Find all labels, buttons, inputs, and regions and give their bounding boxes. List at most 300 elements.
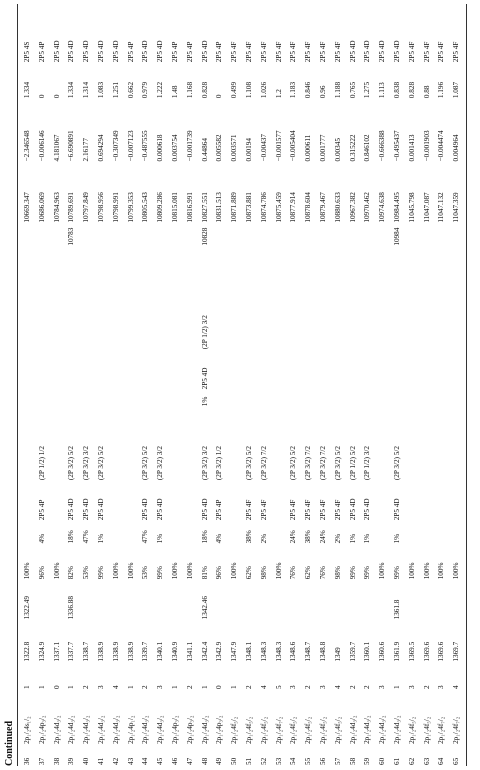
cell-energy-calc: 10880.633 bbox=[333, 192, 342, 223]
cell-mix-2-config bbox=[390, 350, 405, 390]
cell-percent-mix-1 bbox=[168, 521, 183, 544]
cell-wavelength-calc: 1338.9 bbox=[126, 641, 135, 662]
cell-percent-mix-1: 1% bbox=[96, 533, 105, 544]
cell-mix-1-config: 2P5 4D bbox=[82, 498, 91, 521]
cell-mix-2-coupling bbox=[390, 289, 405, 350]
cell-percent-mix-2 bbox=[434, 390, 449, 407]
cell-mix-2-coupling bbox=[153, 289, 168, 350]
cell-term-label: 2P5 4D bbox=[52, 40, 61, 63]
cell-configuration: 2p₁/₂4f₅/₂ bbox=[230, 716, 239, 744]
cell-mix-2-coupling bbox=[79, 289, 94, 350]
cell-mix-2-coupling bbox=[375, 289, 390, 350]
cell-mix-1-coupling: (2P 1/2) 1/2 bbox=[37, 446, 46, 481]
cell-percent-mix-2 bbox=[94, 390, 109, 407]
cell-percent-mix-2 bbox=[35, 390, 50, 407]
cell-wavelength-obs bbox=[301, 580, 316, 620]
cell-g-factor: 0.828 bbox=[200, 81, 209, 99]
cell-energy-obs bbox=[346, 224, 361, 289]
cell-j-value: 3 bbox=[289, 685, 298, 690]
cell-mix-1-config bbox=[375, 481, 390, 521]
cell-index: 41 bbox=[96, 757, 105, 765]
cell-percent-main: 100% bbox=[452, 562, 461, 580]
cell-percent-main: 62% bbox=[244, 566, 253, 580]
cell-g-factor: 0.499 bbox=[230, 81, 239, 99]
cell-configuration: 2p₁/₂4f₅/₂ bbox=[304, 716, 313, 744]
cell-mix-2-config bbox=[331, 350, 346, 390]
table-row bbox=[198, 4, 213, 766]
cell-mix-2-config bbox=[109, 350, 124, 390]
cell-wavelength-obs: 1336.88 bbox=[67, 596, 76, 620]
cell-mix-1-config: 2P5 4F bbox=[244, 499, 253, 521]
cell-mix-2-coupling bbox=[124, 289, 139, 350]
cell-wavelength-obs bbox=[346, 580, 361, 620]
cell-percent-mix-1: 18% bbox=[200, 530, 209, 544]
cell-energy-obs bbox=[316, 224, 331, 289]
cell-g-factor: 1.113 bbox=[378, 82, 387, 99]
cell-j-value: 3 bbox=[318, 685, 327, 690]
cell-wavelength-calc: 1369.6 bbox=[437, 641, 446, 662]
cell-wavelength-obs bbox=[375, 580, 390, 620]
cell-percent-main: 100% bbox=[126, 562, 135, 580]
cell-g-factor: 0.662 bbox=[126, 81, 135, 99]
cell-wavelength-obs bbox=[242, 580, 257, 620]
cell-wavelength-calc: 1348.1 bbox=[244, 641, 253, 662]
cell-energy-obs bbox=[94, 224, 109, 289]
table-row bbox=[64, 4, 79, 766]
cell-configuration: 2p₁/₂4f₇/₂ bbox=[452, 716, 461, 744]
cell-index: 62 bbox=[407, 757, 416, 765]
cell-wavelength-obs bbox=[109, 580, 124, 620]
cell-term-label: 2P5 4F bbox=[304, 41, 313, 63]
cell-term-label: 2P5 4F bbox=[407, 41, 416, 63]
cell-energy-calc: 11047.359 bbox=[452, 192, 461, 223]
cell-mix-1-coupling bbox=[124, 407, 139, 481]
cell-percent-mix-2 bbox=[183, 390, 198, 407]
cell-wavelength-obs bbox=[360, 580, 375, 620]
cell-term-label: 2P5 4F bbox=[422, 41, 431, 63]
cell-wavelength-obs bbox=[286, 580, 301, 620]
top-rule bbox=[17, 4, 18, 766]
cell-energy-calc: 10877.914 bbox=[289, 192, 298, 223]
cell-mix-1-config bbox=[227, 481, 242, 521]
cell-mix-1-config: 2P5 4F bbox=[259, 499, 268, 521]
cell-mix-2-coupling bbox=[316, 289, 331, 350]
cell-energy-obs bbox=[35, 224, 50, 289]
cell-configuration: 2p₁/₂4p₃/₂ bbox=[185, 715, 194, 744]
cell-mix-2-config bbox=[138, 350, 153, 390]
table-row bbox=[50, 4, 65, 766]
cell-j-value: 1 bbox=[126, 685, 135, 690]
cell-j-value: 2 bbox=[141, 685, 150, 690]
cell-index: 57 bbox=[333, 757, 342, 765]
cell-energy-obs bbox=[20, 224, 35, 289]
cell-mix-2-config bbox=[301, 350, 316, 390]
cell-j-value: 1 bbox=[230, 685, 239, 690]
cell-energy-calc: 10815.081 bbox=[170, 192, 179, 223]
cell-mix-2-config bbox=[153, 350, 168, 390]
cell-wavelength-obs bbox=[405, 580, 420, 620]
cell-term-label: 2P5 4F bbox=[437, 41, 446, 63]
cell-percent-main: 100% bbox=[378, 562, 387, 580]
cell-energy-obs bbox=[79, 224, 94, 289]
cell-percent-mix-2 bbox=[168, 390, 183, 407]
cell-percent-mix-1: 1% bbox=[363, 533, 372, 544]
cell-percent-mix-2 bbox=[390, 390, 405, 407]
cell-j-value: 5 bbox=[274, 685, 283, 690]
cell-wavelength-obs bbox=[153, 580, 168, 620]
cell-energy-diff: −0.006146 bbox=[37, 130, 46, 162]
table-row bbox=[390, 4, 405, 766]
cell-mix-1-config bbox=[405, 481, 420, 521]
cell-energy-obs bbox=[109, 224, 124, 289]
cell-percent-mix-2 bbox=[331, 390, 346, 407]
cell-percent-mix-1: 24% bbox=[289, 530, 298, 544]
cell-percent-mix-1: 47% bbox=[141, 530, 150, 544]
cell-configuration: 2p₁/₂4f₅/₂ bbox=[422, 716, 431, 744]
cell-g-factor: 1.334 bbox=[23, 81, 31, 99]
cell-percent-mix-1 bbox=[420, 521, 435, 544]
table-row bbox=[301, 4, 316, 766]
cell-energy-diff: 0.315222 bbox=[348, 134, 357, 162]
cell-wavelength-obs: 1342.46 bbox=[200, 596, 209, 620]
cell-j-value: 2 bbox=[422, 685, 431, 690]
cell-mix-1-coupling: (2P 3/2) 3/2 bbox=[200, 446, 209, 481]
cell-mix-2-coupling bbox=[168, 289, 183, 350]
cell-mix-1-coupling bbox=[405, 407, 420, 481]
cell-energy-diff: 0.846102 bbox=[363, 134, 372, 162]
cell-energy-diff: 0.003754 bbox=[170, 134, 179, 162]
cell-mix-1-coupling bbox=[50, 407, 65, 481]
cell-energy-diff: −0.001903 bbox=[422, 130, 431, 162]
table-caption: Continued bbox=[4, 720, 15, 766]
cell-wavelength-calc: 1359.7 bbox=[348, 641, 357, 662]
cell-percent-mix-2 bbox=[124, 390, 139, 407]
cell-j-value: 2 bbox=[82, 685, 91, 690]
cell-mix-1-config bbox=[272, 481, 287, 521]
cell-mix-1-config: 2P5 4D bbox=[392, 498, 401, 521]
cell-term-label: 2P5 4D bbox=[200, 40, 209, 63]
cell-percent-mix-1 bbox=[405, 521, 420, 544]
cell-mix-1-config: 2P5 4D bbox=[363, 498, 372, 521]
cell-j-value: 2 bbox=[244, 685, 253, 690]
cell-percent-main: 53% bbox=[82, 566, 91, 580]
cell-mix-2-coupling bbox=[212, 289, 227, 350]
cell-g-factor: 1.2 bbox=[274, 89, 283, 99]
table-row bbox=[168, 4, 183, 766]
cell-energy-diff: −0.007123 bbox=[126, 130, 135, 162]
cell-g-factor: 1.275 bbox=[363, 81, 372, 99]
cell-index: 58 bbox=[348, 757, 357, 765]
cell-wavelength-obs bbox=[94, 580, 109, 620]
cell-term-label: 2P5 4F bbox=[452, 41, 461, 63]
cell-mix-1-coupling: (2P 3/2) 7/2 bbox=[318, 446, 327, 481]
cell-mix-2-coupling bbox=[94, 289, 109, 350]
cell-g-factor: 0.979 bbox=[141, 81, 150, 99]
data-table bbox=[20, 4, 464, 766]
cell-index: 46 bbox=[170, 757, 179, 765]
cell-percent-main: 98% bbox=[259, 566, 268, 580]
cell-term-label: 2P5 4S bbox=[23, 41, 31, 63]
cell-energy-calc: 10686.069 bbox=[37, 192, 46, 223]
cell-term-label: 2P5 4D bbox=[111, 40, 120, 63]
cell-energy-diff: −0.495437 bbox=[392, 130, 401, 162]
cell-mix-2-coupling bbox=[331, 289, 346, 350]
cell-mix-1-config: 2P5 4D bbox=[348, 498, 357, 521]
cell-wavelength-obs bbox=[50, 580, 65, 620]
cell-mix-2-coupling bbox=[405, 289, 420, 350]
table-row bbox=[346, 4, 361, 766]
cell-percent-main: 100% bbox=[23, 562, 31, 580]
cell-index: 51 bbox=[244, 757, 253, 765]
table-body bbox=[20, 4, 464, 766]
cell-j-value: 2 bbox=[304, 685, 313, 690]
cell-energy-diff: 0.003571 bbox=[230, 134, 239, 162]
cell-energy-obs bbox=[257, 224, 272, 289]
cell-energy-calc: 10831.513 bbox=[215, 192, 224, 223]
cell-g-factor: 1.314 bbox=[82, 81, 91, 99]
cell-mix-1-config bbox=[50, 481, 65, 521]
cell-term-label: 2P5 4F bbox=[259, 41, 268, 63]
cell-percent-main: 53% bbox=[141, 566, 150, 580]
cell-j-value: 1 bbox=[23, 685, 31, 690]
cell-j-value: 1 bbox=[200, 685, 209, 690]
cell-percent-mix-2 bbox=[79, 390, 94, 407]
cell-mix-2-config bbox=[375, 350, 390, 390]
cell-mix-2-coupling bbox=[183, 289, 198, 350]
cell-energy-obs bbox=[272, 224, 287, 289]
cell-mix-2-config bbox=[434, 350, 449, 390]
cell-term-label: 2P5 4D bbox=[363, 40, 372, 63]
cell-mix-1-config: 2P5 4D bbox=[96, 498, 105, 521]
cell-index: 44 bbox=[141, 757, 150, 765]
cell-mix-2-config bbox=[405, 350, 420, 390]
cell-mix-1-coupling bbox=[272, 407, 287, 481]
cell-percent-mix-2 bbox=[212, 390, 227, 407]
cell-mix-1-coupling: (2P 3/2) 3/2 bbox=[156, 446, 165, 481]
cell-mix-2-coupling bbox=[449, 289, 464, 350]
cell-wavelength-obs bbox=[434, 580, 449, 620]
cell-energy-obs bbox=[360, 224, 375, 289]
cell-mix-1-config: 2P5 4F bbox=[304, 499, 313, 521]
cell-wavelength-obs bbox=[227, 580, 242, 620]
cell-g-factor: 0.828 bbox=[407, 81, 416, 99]
cell-mix-2-config bbox=[79, 350, 94, 390]
cell-mix-2-coupling bbox=[227, 289, 242, 350]
table-row bbox=[124, 4, 139, 766]
cell-energy-calc: 10798.956 bbox=[96, 192, 105, 223]
cell-term-label: 2P5 4F bbox=[333, 41, 342, 63]
cell-mix-2-coupling bbox=[301, 289, 316, 350]
cell-mix-2-config bbox=[64, 350, 79, 390]
cell-energy-diff: 0.00194 bbox=[244, 138, 253, 162]
cell-mix-1-coupling bbox=[183, 407, 198, 481]
cell-index: 53 bbox=[274, 757, 283, 765]
cell-configuration: 2p₁/₂4d₃/₂ bbox=[392, 715, 401, 744]
cell-energy-obs bbox=[50, 224, 65, 289]
cell-energy-diff: 0.44864 bbox=[200, 138, 209, 162]
cell-index: 50 bbox=[230, 757, 239, 765]
bottom-rule bbox=[466, 4, 467, 766]
cell-energy-obs bbox=[124, 224, 139, 289]
cell-energy-obs bbox=[331, 224, 346, 289]
cell-term-label: 2P5 4P bbox=[170, 41, 179, 63]
cell-mix-2-coupling bbox=[286, 289, 301, 350]
table-row bbox=[272, 4, 287, 766]
cell-configuration: 2p₁/₂4f₇/₂ bbox=[274, 716, 283, 744]
cell-energy-calc: 11047.132 bbox=[437, 192, 446, 223]
cell-energy-obs bbox=[227, 224, 242, 289]
cell-percent-mix-1 bbox=[272, 521, 287, 544]
cell-term-label: 2P5 4D bbox=[96, 40, 105, 63]
cell-term-label: 2P5 4P bbox=[126, 41, 135, 63]
cell-wavelength-calc: 1360.1 bbox=[363, 641, 372, 662]
cell-j-value: 3 bbox=[96, 685, 105, 690]
cell-energy-obs bbox=[168, 224, 183, 289]
table-row bbox=[360, 4, 375, 766]
cell-percent-main: 100% bbox=[52, 562, 61, 580]
cell-percent-main: 81% bbox=[200, 566, 209, 580]
cell-mix-1-config bbox=[420, 481, 435, 521]
cell-percent-mix-2 bbox=[375, 390, 390, 407]
cell-wavelength-calc: 1360.6 bbox=[378, 641, 387, 662]
cell-percent-mix-1: 18% bbox=[67, 530, 76, 544]
cell-wavelength-obs: 1361.8 bbox=[392, 599, 401, 620]
cell-energy-obs: 10783 bbox=[67, 227, 76, 246]
cell-j-value: 4 bbox=[452, 685, 461, 690]
cell-energy-calc: 10799.353 bbox=[126, 192, 135, 223]
cell-wavelength-calc: 1342.4 bbox=[200, 641, 209, 662]
cell-term-label: 2P5 4F bbox=[289, 41, 298, 63]
table-row bbox=[35, 4, 50, 766]
cell-wavelength-calc: 1369.7 bbox=[452, 641, 461, 662]
table-row bbox=[316, 4, 331, 766]
cell-wavelength-calc: 1348.3 bbox=[274, 641, 283, 662]
cell-mix-1-config: 2P5 4D bbox=[200, 498, 209, 521]
table-row bbox=[227, 4, 242, 766]
cell-mix-1-coupling: (2P 3/2) 5/2 bbox=[333, 446, 342, 481]
cell-energy-diff: 0.000618 bbox=[156, 134, 165, 162]
cell-term-label: 2P5 4F bbox=[274, 41, 283, 63]
cell-wavelength-obs bbox=[257, 580, 272, 620]
cell-mix-2-config bbox=[183, 350, 198, 390]
cell-percent-main: 100% bbox=[185, 562, 194, 580]
cell-wavelength-obs bbox=[79, 580, 94, 620]
cell-energy-calc: 10874.786 bbox=[259, 192, 268, 223]
cell-energy-calc: 10974.638 bbox=[378, 192, 387, 223]
cell-wavelength-calc: 1348.6 bbox=[289, 641, 298, 662]
cell-mix-1-coupling bbox=[168, 407, 183, 481]
cell-percent-mix-1 bbox=[434, 521, 449, 544]
table-row bbox=[420, 4, 435, 766]
cell-energy-calc: 10797.849 bbox=[82, 192, 91, 223]
cell-configuration: 2p₁/₂4f₅/₂ bbox=[318, 716, 327, 744]
cell-percent-mix-1: 38% bbox=[304, 530, 313, 544]
cell-g-factor: 0 bbox=[37, 94, 46, 99]
cell-configuration: 2p₁/₂4d₃/₂ bbox=[111, 715, 120, 744]
cell-energy-diff: 4.181067 bbox=[52, 134, 61, 162]
cell-mix-1-coupling: (2P 3/2) 5/2 bbox=[244, 446, 253, 481]
cell-wavelength-obs: 1322.49 bbox=[23, 596, 31, 620]
cell-index: 55 bbox=[304, 757, 313, 765]
cell-mix-1-coupling: (2P 3/2) 5/2 bbox=[392, 446, 401, 481]
cell-energy-diff: −6.690891 bbox=[67, 130, 76, 162]
cell-percent-mix-2 bbox=[138, 390, 153, 407]
cell-index: 39 bbox=[67, 757, 76, 765]
cell-wavelength-calc: 1361.9 bbox=[392, 641, 401, 662]
cell-index: 60 bbox=[378, 757, 387, 765]
cell-percent-mix-1: 4% bbox=[215, 533, 224, 544]
table-row bbox=[434, 4, 449, 766]
cell-percent-mix-2 bbox=[257, 390, 272, 407]
cell-percent-mix-1 bbox=[375, 521, 390, 544]
cell-percent-mix-1 bbox=[124, 521, 139, 544]
cell-energy-obs: 10828 bbox=[200, 227, 209, 246]
cell-index: 36 bbox=[23, 757, 31, 765]
cell-index: 40 bbox=[82, 757, 91, 765]
cell-mix-2-coupling bbox=[109, 289, 124, 350]
cell-configuration: 2p₁/₂4d₃/₂ bbox=[67, 715, 76, 744]
cell-mix-1-coupling bbox=[434, 407, 449, 481]
cell-g-factor: 0.846 bbox=[304, 81, 313, 99]
cell-mix-1-coupling: (2P 1/2) 3/2 bbox=[363, 446, 372, 481]
cell-percent-mix-2 bbox=[50, 390, 65, 407]
cell-wavelength-calc: 1324.9 bbox=[37, 641, 46, 662]
cell-term-label: 2P5 4F bbox=[244, 41, 253, 63]
cell-percent-mix-2 bbox=[405, 390, 420, 407]
table-row bbox=[257, 4, 272, 766]
cell-energy-calc: 10798.991 bbox=[111, 192, 120, 223]
cell-g-factor: 0.765 bbox=[348, 81, 357, 99]
cell-configuration: 2p₁/₂4f₅/₂ bbox=[244, 716, 253, 744]
cell-percent-main: 96% bbox=[215, 566, 224, 580]
cell-percent-mix-2 bbox=[20, 390, 35, 407]
cell-mix-2-config bbox=[242, 350, 257, 390]
cell-index: 47 bbox=[185, 757, 194, 765]
cell-wavelength-calc: 1338.9 bbox=[96, 641, 105, 662]
cell-term-label: 2P5 4D bbox=[82, 40, 91, 63]
cell-wavelength-obs bbox=[168, 580, 183, 620]
cell-mix-2-config bbox=[316, 350, 331, 390]
cell-term-label: 2P5 4P bbox=[185, 41, 194, 63]
cell-g-factor: 0 bbox=[215, 94, 224, 99]
cell-energy-calc: 10827.551 bbox=[200, 192, 209, 223]
cell-mix-1-config: 2P5 4P bbox=[37, 499, 46, 521]
cell-g-factor: 1.188 bbox=[333, 81, 342, 99]
cell-j-value: 1 bbox=[67, 685, 76, 690]
cell-energy-calc: 10879.467 bbox=[318, 192, 327, 223]
cell-index: 38 bbox=[52, 757, 61, 765]
cell-g-factor: 0 bbox=[52, 94, 61, 99]
cell-mix-1-coupling: (2P 3/2) 5/2 bbox=[67, 446, 76, 481]
cell-wavelength-calc: 1348.3 bbox=[259, 641, 268, 662]
cell-mix-2-config bbox=[257, 350, 272, 390]
cell-energy-obs bbox=[212, 224, 227, 289]
cell-index: 64 bbox=[437, 757, 446, 765]
cell-mix-2-config bbox=[449, 350, 464, 390]
cell-g-factor: 0.88 bbox=[422, 85, 431, 99]
cell-percent-main: 100% bbox=[407, 562, 416, 580]
cell-mix-2-config bbox=[124, 350, 139, 390]
cell-energy-calc: 10873.881 bbox=[244, 192, 253, 223]
cell-mix-2-coupling: (2P 1/2) 3/2 bbox=[200, 315, 209, 350]
cell-wavelength-calc: 1342.9 bbox=[215, 641, 224, 662]
cell-energy-calc: 10878.604 bbox=[304, 192, 313, 223]
cell-g-factor: 1.334 bbox=[67, 81, 76, 99]
cell-percent-mix-2 bbox=[272, 390, 287, 407]
cell-energy-obs bbox=[375, 224, 390, 289]
cell-percent-main: 96% bbox=[37, 566, 46, 580]
table-row bbox=[109, 4, 124, 766]
